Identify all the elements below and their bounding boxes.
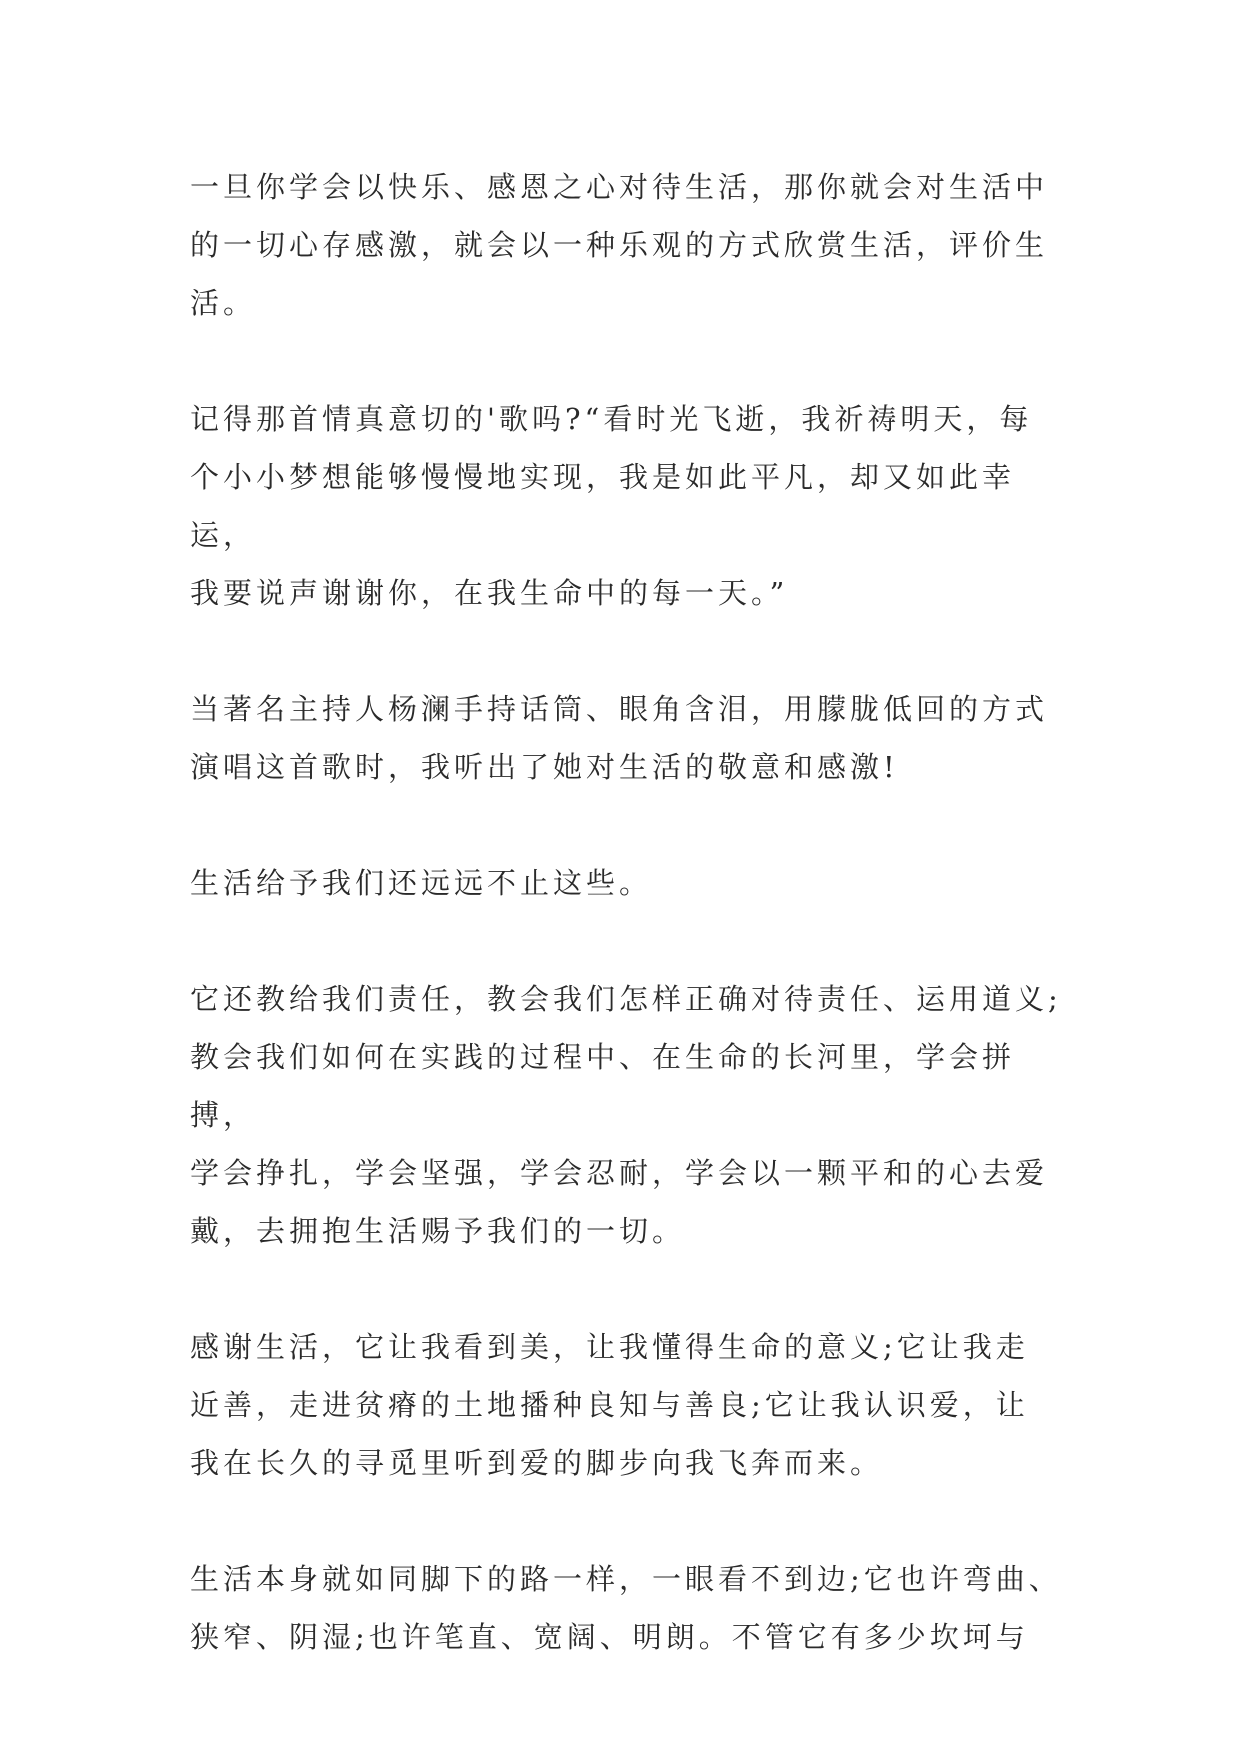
paragraph-life-road: 生活本身就如同脚下的路一样，一眼看不到边;它也许弯曲、 狭窄、阴湿;也许笔直、宽阔、明朗。不管它有多少坎坷与	[190, 1562, 1062, 1654]
paragraph-responsibility: 它还教给我们责任，教会我们怎样正确对待责任、运用道义; 教会我们如何在实践的过程中、在生命的长河里，学会拼搏， 学会挣扎，学会坚强，学会忍耐，学会以一颗平和的心去爱 戴，去拥抱生活赐予我们的一切。	[190, 982, 1062, 1248]
paragraph-more-than-this: 生活给予我们还远远不止这些。	[190, 866, 653, 900]
paragraph-yang-lan: 当著名主持人杨澜手持话筒、眼角含泪，用朦胧低回的方式 演唱这首歌时，我听出了她对生活的敬意和感激!	[190, 692, 1049, 784]
paragraph-song-quote: 记得那首情真意切的'歌吗?“看时光飞逝，我祈祷明天，每 个小小梦想能够慢慢地实现，我是如此平凡，却又如此幸运， 我要说声谢谢你，在我生命中的每一天。”	[190, 402, 1033, 610]
document-body	[190, 158, 1070, 1666]
paragraph-thank-life: 感谢生活，它让我看到美，让我懂得生命的意义;它让我走 近善，走进贫瘠的土地播种良知与善良;它让我认识爱，让 我在长久的寻觅里听到爱的脚步向我飞奔而来。	[190, 1330, 1029, 1480]
paragraph-gratitude-intro: 一旦你学会以快乐、感恩之心对待生活，那你就会对生活中 的一切心存感激，就会以一种乐观的方式欣赏生活，评价生 活。	[190, 170, 1049, 320]
